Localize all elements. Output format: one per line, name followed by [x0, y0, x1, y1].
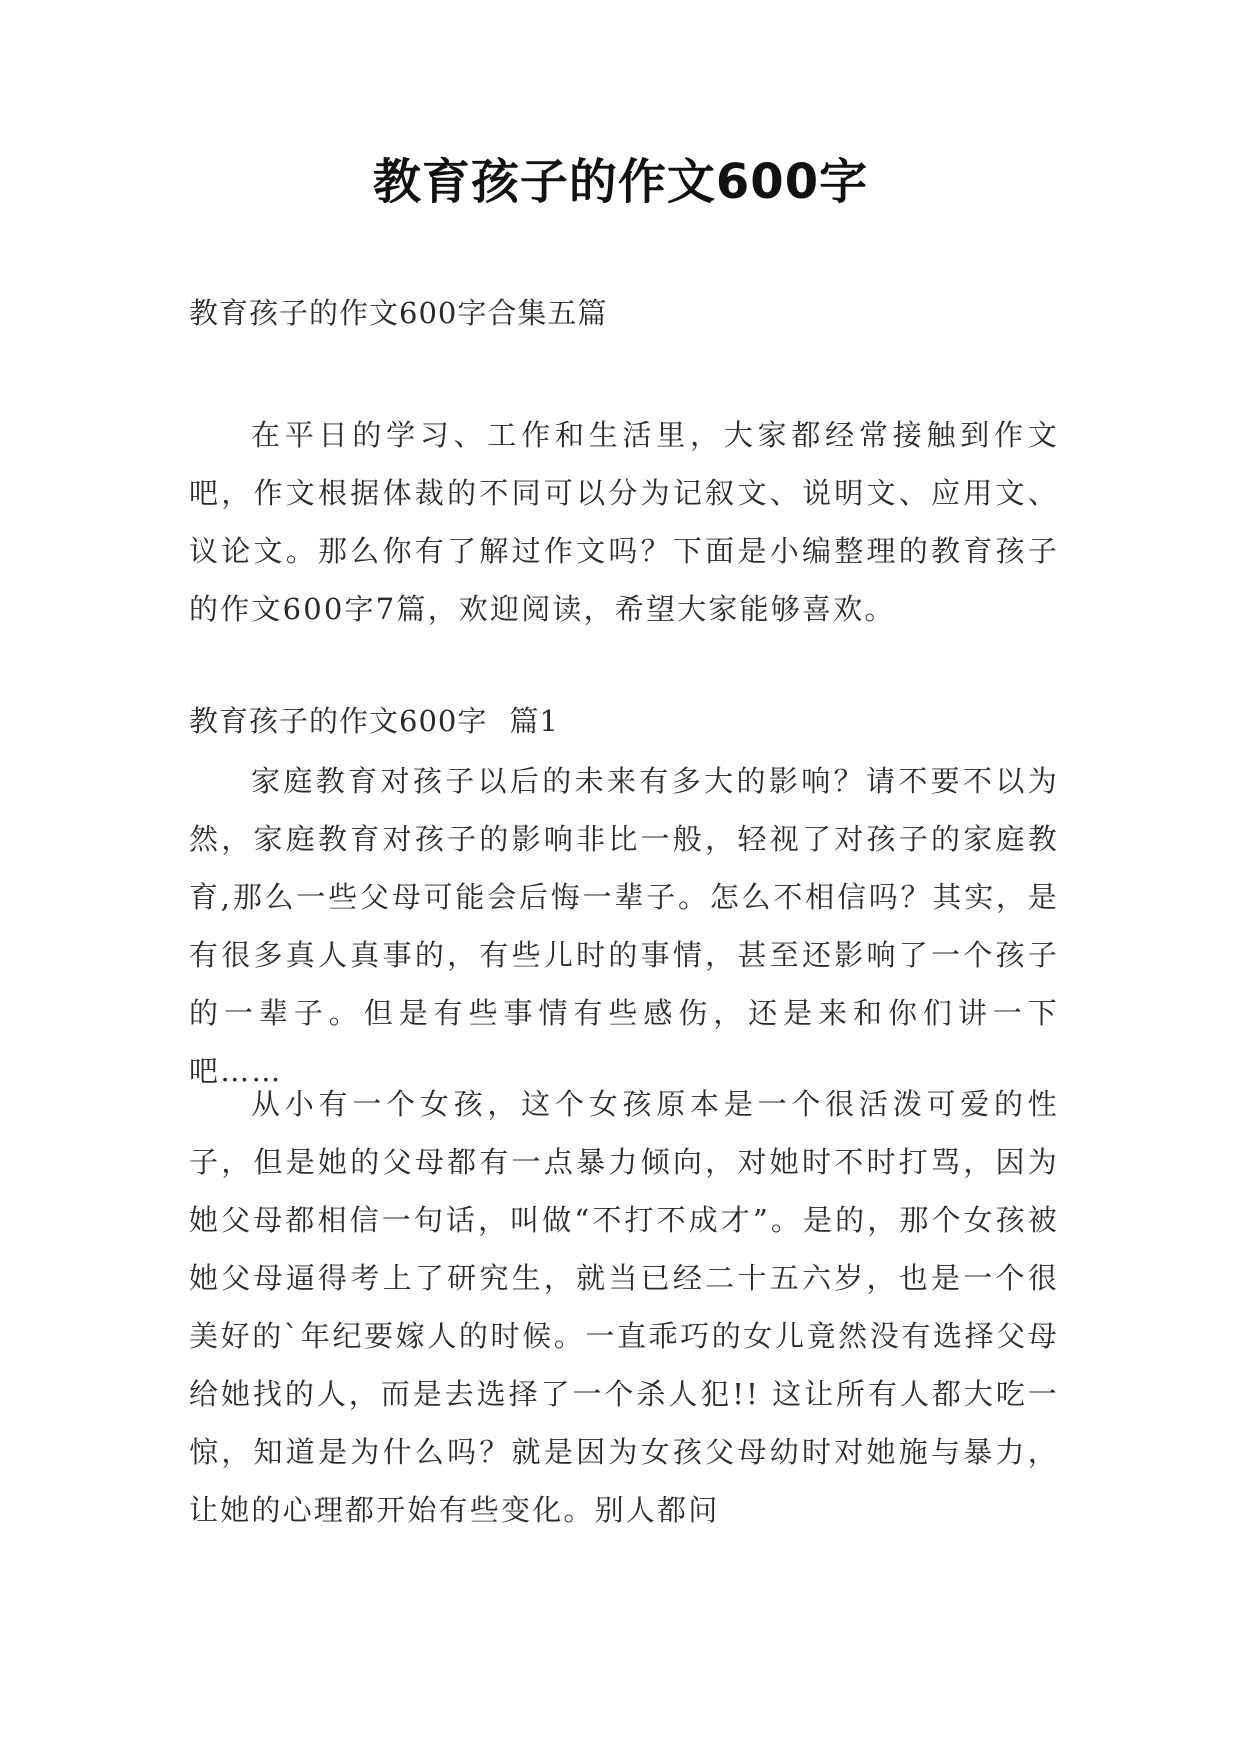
- section-heading: [189, 701, 559, 741]
- body-paragraph: 从小有一个女孩，这个女孩原本是一个很活泼可爱的性子，但是她的父母都有一点暴力倾向，对她时不时打骂，因为她父母都相信一句话，叫做“不打不成才”。是的，那个女孩被她父母逼得考上了研究生，就当已经二十五六岁，也是一个很美好的`年纪要嫁人的时候。一直乖巧的女儿竟然没有选择父母给她找的人，而是去选择了一个杀人犯!! 这让所有人都大吃一惊，知道是为什么吗？就是因为女孩父母幼时对她施与暴力，让她的心理都开始有些变化。别人都问: [189, 1087, 1059, 1527]
- body-paragraph: 家庭教育对孩子以后的未来有多大的影响？请不要不以为然，家庭教育对孩子的影响非比一般，轻视了对孩子的家庭教育,那么一些父母可能会后悔一辈子。怎么不相信吗？其实，是有很多真人真事的，有些儿时的事情，甚至还影响了一个孩子的一辈子。但是有些事情有些感伤，还是来和你们讲一下吧……: [189, 764, 1059, 1088]
- section-heading-title: 教育孩子的作文600字: [189, 704, 488, 738]
- document-title: 教育孩子的作文600字: [372, 154, 869, 210]
- intro-paragraph: 在平日的学习、工作和生活里，大家都经常接触到作文吧，作文根据体裁的不同可以分为记叙文、说明文、应用文、议论文。那么你有了解过作文吗？下面是小编整理的教育孩子的作文600字7篇，欢迎阅读，希望大家能够喜欢。: [189, 418, 1059, 626]
- section-heading-piece: 篇1: [509, 704, 559, 738]
- collection-title: 教育孩子的作文600字合集五篇: [189, 296, 608, 330]
